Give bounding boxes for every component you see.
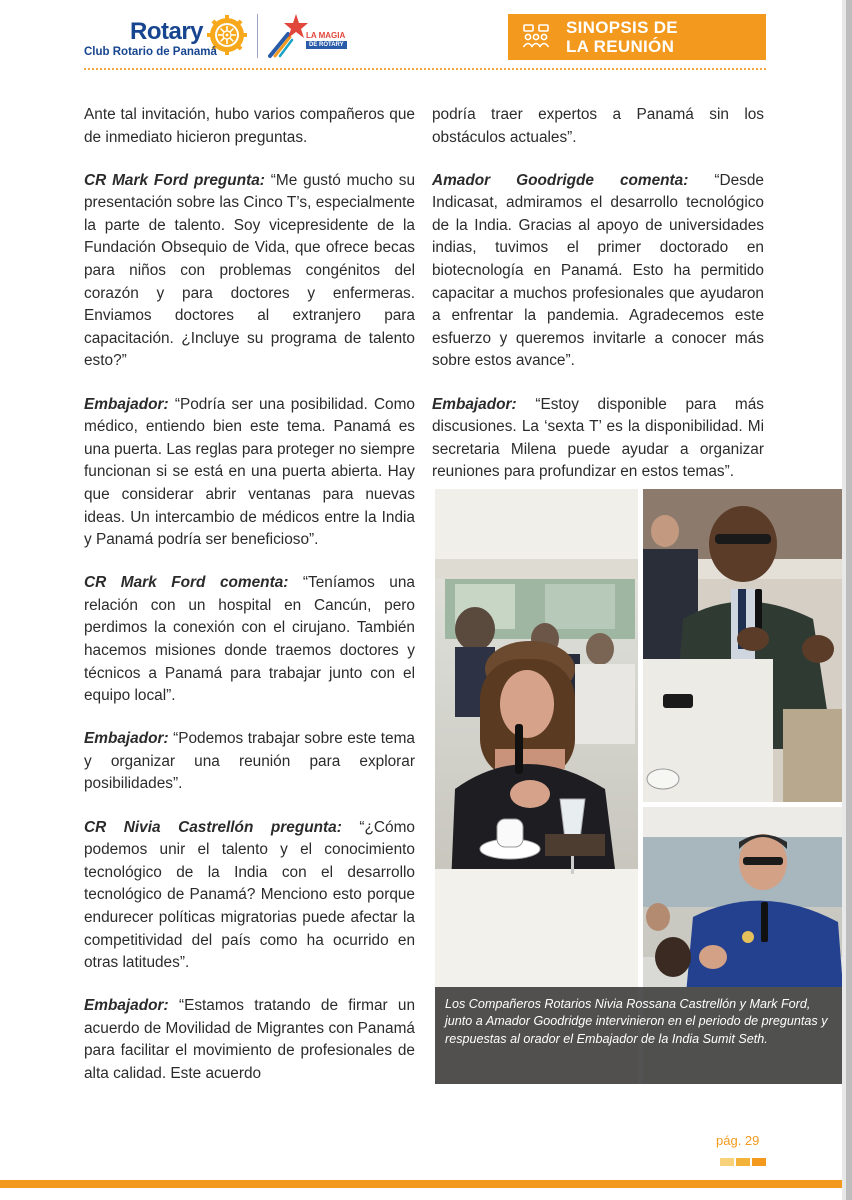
paragraph-text: “Podría ser una posibilidad. Como médico, entiendo bien este tema. Panamá es una puerta. Las reglas para proteger no siempre funcionan si se está en una puerta abierta. Hay que considerar abrir ventanas para nuevas ideas. Un intercambio de médicos entre la India y Panamá podría ser beneficioso”. xyxy=(84,395,415,549)
photo-image xyxy=(643,489,846,802)
club-name: Club Rotario de Panamá xyxy=(84,46,217,58)
magia-de-rotary-logo xyxy=(266,12,356,60)
photo-caption: Los Compañeros Rotarios Nivia Rossana Castrellón y Mark Ford, junto a Amador Goodridge intervinieron en el periodo de preguntas y respuestas al orador el Embajador de la India Sumit Seth. xyxy=(435,987,846,1084)
footer-decoration xyxy=(720,1158,766,1166)
paragraph xyxy=(84,995,415,1085)
speaker-label: CR Mark Ford pregunta: xyxy=(84,171,265,189)
paragraph-text: “Desde Indicasat, admiramos el desarrollo tecnológico de la India. Gracias al apoyo de universidades indias, tuvimos el primer doctorado en biotecnología en Panamá. Esto ha permitido capacitar a muchos profesionales que ayudaron a enfrentar la pandemia. Agradecemos este esfuerzo y queremos invitarle a conocer más sobre estos avance”. xyxy=(432,171,764,370)
paragraph-text: “¿Cómo podemos unir el talento y el conocimiento tecnológico de la India con el desarrollo tecnológico de Panamá? Menciono esto porque endurecer políticas migratorias puede afectar la competitividad del país como ha ocurrido en otras latitudes”. xyxy=(84,818,415,972)
paragraph-text: “Podemos trabajar sobre este tema y organizar una reunión para explorar posibilidades”. xyxy=(84,730,415,793)
speaker-label: CR Nivia Castrellón pregunta: xyxy=(84,818,342,836)
speaker-label: Amador Goodrigde comenta: xyxy=(432,171,689,189)
section-title-line2: LA REUNIÓN xyxy=(566,37,675,56)
paragraph xyxy=(84,104,415,149)
speaker-label: Embajador: xyxy=(84,997,169,1015)
right-column xyxy=(432,104,764,504)
page-number: pág. 29 xyxy=(716,1133,760,1148)
rotary-logo xyxy=(84,12,254,62)
paragraph-text: Ante tal invitación, hubo varios compañeros que de inmediato hicieron preguntas. xyxy=(84,106,415,146)
paragraph-text: “Estoy disponible para más discusiones. La ‘sexta T’ es la disponibilidad. Mi secretaria Milena puede ayudar a organizar reuniones para profundizar en estos temas”. xyxy=(432,395,765,481)
paragraph xyxy=(432,394,764,484)
page-edge xyxy=(846,0,852,1200)
paragraph-text: “Me gustó mucho su presentación sobre las Cinco T’s, especialmente la parte de talento. Soy vicepresidente de la Fundación Obsequio de Vida, que ofrece becas para niños con problemas congénitos del corazón y para doctores y enfermeras. Enviamos doctores al extranjero para capacitación. ¿Incluye su programa de talento esto?” xyxy=(84,171,415,370)
paragraph xyxy=(84,572,415,708)
paragraph-text: “Estamos tratando de firmar un acuerdo de Movilidad de Migrantes con Panamá para facilitar el movimiento de profesionales de alta calidad. Este acuerdo xyxy=(84,997,416,1082)
paragraph xyxy=(84,728,415,796)
photo-collage xyxy=(435,489,846,1084)
meeting-people-icon xyxy=(522,24,550,50)
footer-bar xyxy=(0,1180,846,1188)
header-divider xyxy=(257,14,258,58)
magia-title: LA MAGIA xyxy=(306,31,346,40)
speaker-label: Embajador: xyxy=(432,395,517,413)
paragraph-text: “Teníamos una relación con un hospital en Cancún, pero perdimos la conexión con el cirujano. También hacemos misiones donde traemos doctores y técnicos a Panamá para trabajar junto con el equipo local”. xyxy=(84,574,415,705)
speaker-label: Embajador: xyxy=(84,395,169,413)
magia-subtitle: DE ROTARY xyxy=(306,41,347,49)
magia-star-icon xyxy=(266,12,310,60)
section-banner xyxy=(508,14,766,60)
speaker-label: CR Mark Ford comenta: xyxy=(84,574,289,592)
section-title xyxy=(566,18,756,56)
paragraph xyxy=(84,817,415,975)
paragraph xyxy=(432,104,764,149)
rotary-wordmark: Rotary xyxy=(130,18,204,45)
speaker-label: Embajador: xyxy=(84,730,169,748)
section-title-line1: SINOPSIS DE xyxy=(566,18,678,37)
paragraph xyxy=(432,170,764,373)
paragraph-text: podría traer expertos a Panamá sin los obstáculos actuales”. xyxy=(432,106,764,146)
paragraph xyxy=(84,170,415,373)
page-header xyxy=(0,0,846,72)
paragraph xyxy=(84,394,415,552)
left-column xyxy=(84,104,415,1106)
header-dotted-rule xyxy=(84,68,766,70)
photo-amador-goodridge xyxy=(643,489,846,802)
